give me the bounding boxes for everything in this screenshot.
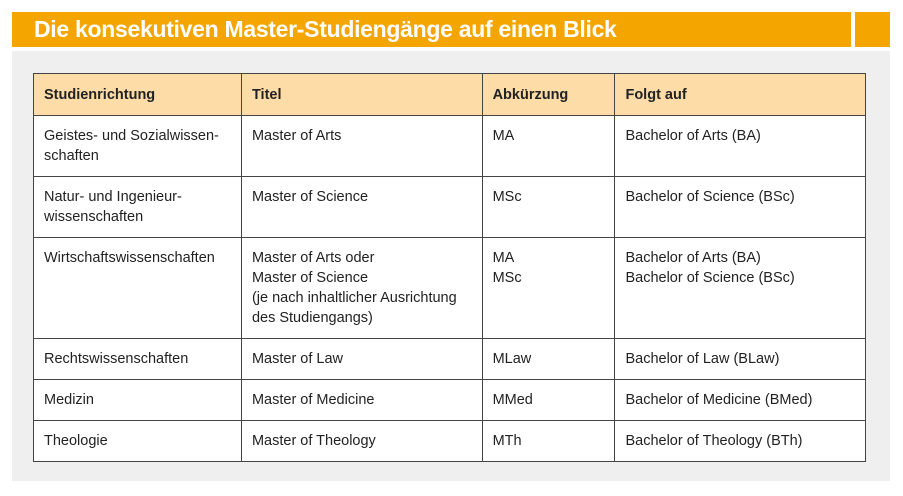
cell-line: Master of Medicine xyxy=(251,392,375,408)
table-row xyxy=(34,421,866,462)
table-cell xyxy=(482,339,615,380)
column-header: Folgt auf xyxy=(615,74,866,116)
master-programs-table xyxy=(33,73,866,462)
table-cell xyxy=(34,116,242,177)
table-cell xyxy=(34,421,242,462)
table-cell xyxy=(241,177,482,238)
table-cell xyxy=(615,116,866,177)
cell-line: schaften xyxy=(44,148,99,164)
column-header: Studienrichtung xyxy=(34,74,242,116)
cell-line: MA xyxy=(492,250,515,266)
table-cell xyxy=(615,421,866,462)
table-cell xyxy=(34,380,242,421)
table-cell xyxy=(482,116,615,177)
table-cell xyxy=(34,339,242,380)
cell-line: Bachelor of Science (BSc) xyxy=(625,189,795,205)
cell-line: Rechtswissenschaften xyxy=(44,351,189,367)
cell-line: Master of Theology xyxy=(251,433,376,449)
column-header: Abkürzung xyxy=(482,74,615,116)
cell-line: Bachelor of Science (BSc) xyxy=(625,270,795,286)
cell-line: Theologie xyxy=(44,433,108,449)
table-cell xyxy=(482,421,615,462)
cell-line: Master of Arts oder xyxy=(251,250,375,266)
table-cell xyxy=(34,238,242,339)
table-cell xyxy=(241,116,482,177)
cell-line: MSc xyxy=(492,189,522,205)
table-cell xyxy=(241,339,482,380)
cell-line: Medizin xyxy=(44,392,94,408)
table-cell xyxy=(482,380,615,421)
table-row xyxy=(34,177,866,238)
cell-line: Master of Science xyxy=(251,270,369,286)
cell-line: des Studiengangs) xyxy=(251,310,373,326)
cell-line: Master of Law xyxy=(251,351,344,367)
table-cell xyxy=(615,177,866,238)
table-cell xyxy=(615,380,866,421)
table-cell xyxy=(34,177,242,238)
cell-line: (je nach inhaltlicher Ausrichtung xyxy=(251,290,457,306)
table-cell xyxy=(241,238,482,339)
table-cell xyxy=(482,177,615,238)
cell-line: Master of Science xyxy=(251,189,369,205)
cell-line: Master of Arts xyxy=(251,128,342,144)
table-row xyxy=(34,380,866,421)
table-cell xyxy=(241,421,482,462)
cell-line: MA xyxy=(492,128,515,144)
cell-line: Bachelor of Law (BLaw) xyxy=(625,351,780,367)
cell-line: MTh xyxy=(492,433,522,449)
table-row xyxy=(34,339,866,380)
cell-line: Bachelor of Theology (BTh) xyxy=(625,433,803,449)
cell-line: Geistes- und Sozialwissen- xyxy=(44,128,219,144)
cell-line: Wirtschaftswissenschaften xyxy=(44,250,215,266)
cell-line: Bachelor of Medicine (BMed) xyxy=(625,392,813,408)
cell-line: MLaw xyxy=(492,351,532,367)
banner-accent xyxy=(855,12,890,47)
table-cell xyxy=(241,380,482,421)
table-row xyxy=(34,238,866,339)
table-cell xyxy=(482,238,615,339)
table-cell xyxy=(615,339,866,380)
cell-line: MMed xyxy=(492,392,533,408)
cell-line: Bachelor of Arts (BA) xyxy=(625,250,761,266)
table-header-row xyxy=(34,74,866,116)
page-title: Die konsekutiven Master-Studiengänge auf einen Blick xyxy=(12,12,851,47)
cell-line: wissenschaften xyxy=(44,209,144,225)
cell-line: Natur- und Ingenieur- xyxy=(44,189,182,205)
cell-line: Bachelor of Arts (BA) xyxy=(625,128,761,144)
cell-line: MSc xyxy=(492,270,522,286)
column-header: Titel xyxy=(241,74,482,116)
table-cell xyxy=(615,238,866,339)
table-row xyxy=(34,116,866,177)
